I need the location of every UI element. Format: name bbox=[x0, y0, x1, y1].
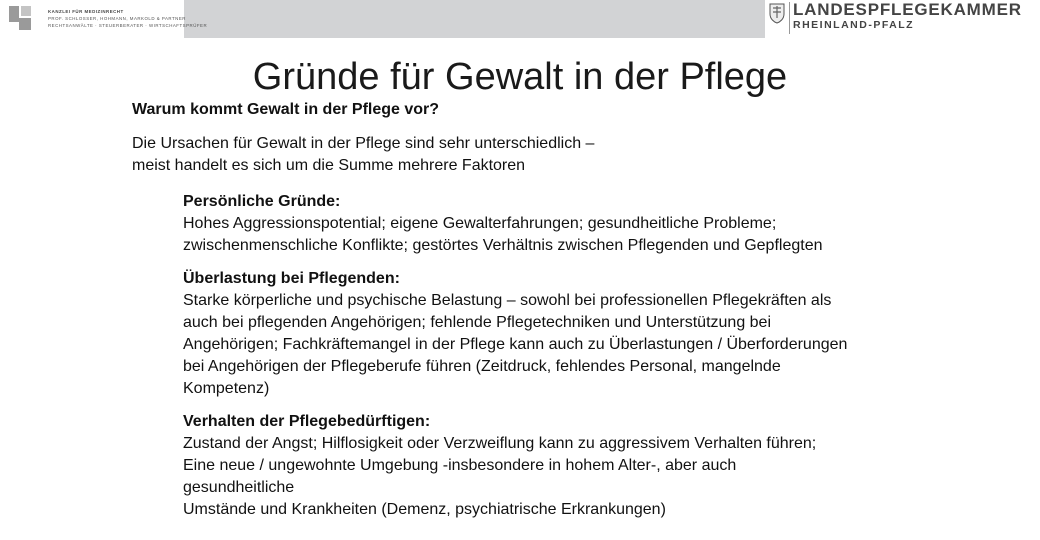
section-heading: Verhalten der Pflegebedürftigen: bbox=[183, 413, 431, 430]
section-line: Eine neue / ungewohnte Umgebung -insbesondere in hohem Alter-, aber auch bbox=[183, 457, 737, 474]
section-line: Kompetenz) bbox=[183, 380, 270, 397]
section-line: gesundheitliche bbox=[183, 479, 295, 496]
kanzlei-text bbox=[48, 8, 207, 29]
slide-title: Gründe für Gewalt in der Pflege bbox=[252, 56, 788, 98]
landespflegekammer-logo-block bbox=[765, 0, 1022, 38]
kanzlei-emblem-icon bbox=[3, 4, 37, 36]
intro-line: Die Ursachen für Gewalt in der Pflege sind sehr unterschiedlich – bbox=[132, 135, 595, 152]
kanzlei-logo-block bbox=[0, 0, 208, 38]
section-line: zwischenmenschliche Konflikte; gestörtes Verhältnis zwischen Pflegenden und Gepflegten bbox=[183, 237, 823, 254]
kanzlei-partners: PROF. SCHLOSSER, HOHMANN, MARKOLD & PARTNER bbox=[48, 16, 186, 21]
section-line: Zustand der Angst; Hilflosigkeit oder Verzweiflung kann zu aggressivem Verhalten führen; bbox=[183, 435, 817, 452]
reasons-list bbox=[183, 191, 953, 532]
section-line: Starke körperliche und psychische Belastung – sowohl bei professionellen Pflegekräften als bbox=[183, 292, 832, 309]
section-ueberlastung bbox=[183, 268, 953, 400]
kammer-region: RHEINLAND-PFALZ bbox=[793, 19, 915, 31]
section-line: Angehörigen; Fachkräftemangel in der Pflege kann auch zu Überlastungen / Überforderungen bbox=[183, 336, 848, 353]
kanzlei-services: RECHTSANWÄLTE · STEUERBERATER · WIRTSCHAFTSPRÜFER bbox=[48, 23, 208, 28]
section-heading: Überlastung bei Pflegenden: bbox=[183, 270, 400, 287]
kammer-name: LANDESPFLEGEKAMMER bbox=[793, 0, 1022, 19]
kanzlei-name: KANZLEI FÜR MEDIZINRECHT bbox=[48, 9, 124, 14]
section-heading: Persönliche Gründe: bbox=[183, 193, 341, 210]
section-line: Hohes Aggressionspotential; eigene Gewalterfahrungen; gesundheitliche Probleme; bbox=[183, 215, 777, 232]
section-line: bei Angehörigen der Pflegeberufe führen (Zeitdruck, fehlendes Personal, mangelnde bbox=[183, 358, 781, 375]
slide-subtitle: Warum kommt Gewalt in der Pflege vor? bbox=[132, 101, 440, 118]
logo-divider bbox=[789, 2, 790, 34]
intro-text bbox=[132, 133, 594, 177]
section-line: auch bei pflegenden Angehörigen; fehlende Pflegetechniken und Unterstützung bei bbox=[183, 314, 772, 331]
section-persoenliche-gruende bbox=[183, 191, 953, 257]
header-bar bbox=[0, 0, 1022, 38]
section-verhalten-pflegebeduerftige bbox=[183, 411, 953, 521]
state-crest-icon bbox=[768, 2, 786, 24]
section-line: Umstände und Krankheiten (Demenz, psychiatrische Erkrankungen) bbox=[183, 501, 666, 518]
intro-line: meist handelt es sich um die Summe mehrere Faktoren bbox=[132, 157, 526, 174]
